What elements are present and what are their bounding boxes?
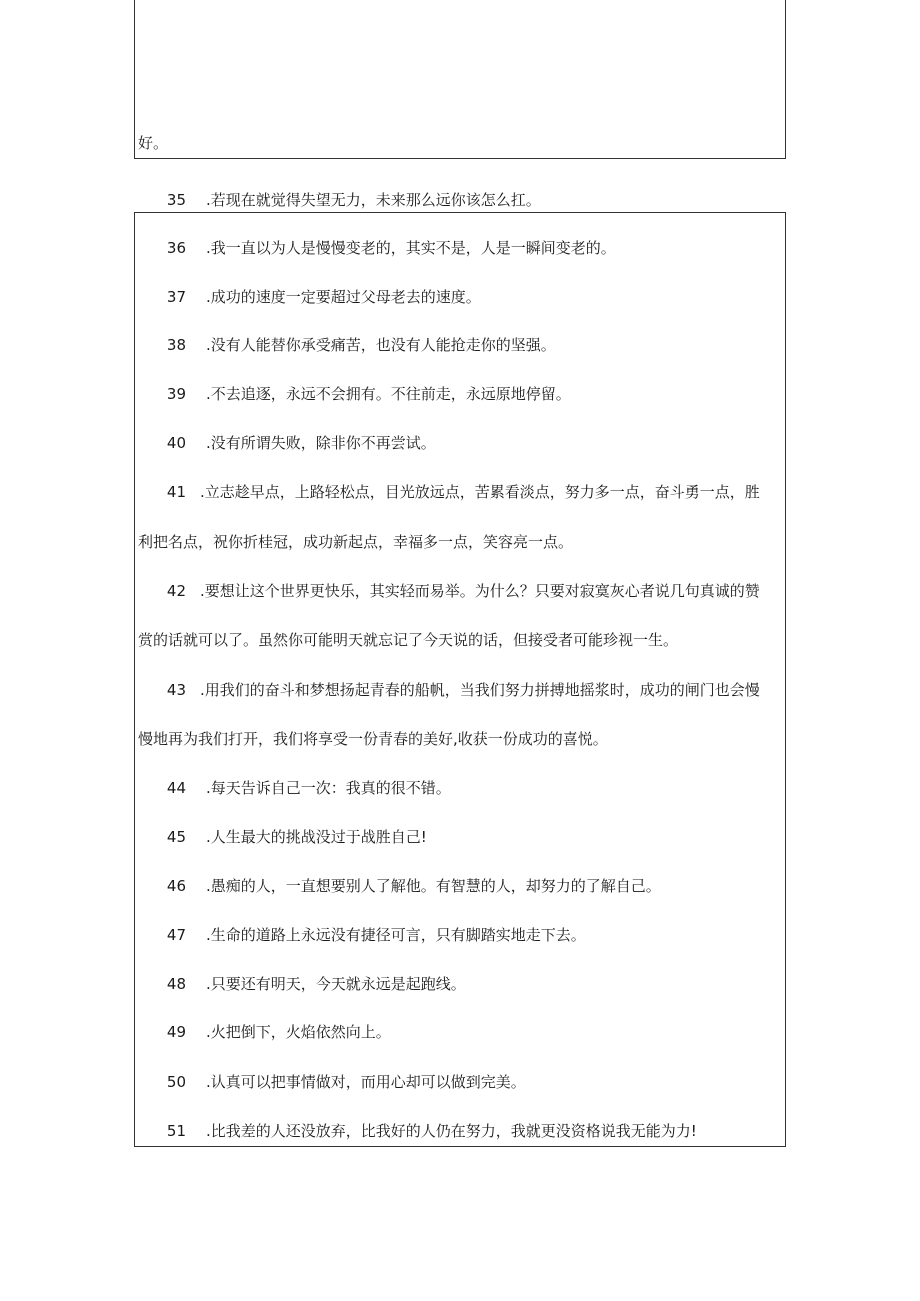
item-text: .用我们的奋斗和梦想扬起青春的船帆，当我们努力拼搏地摇浆时，成功的闸门也会慢 xyxy=(200,681,760,699)
item-text: .没有人能替你承受痛苦，也没有人能抢走你的坚强。 xyxy=(206,336,556,354)
item-number: 35 xyxy=(166,191,186,209)
item-number: 36 xyxy=(166,239,186,257)
item-text: .立志趁早点，上路轻松点，目光放远点，苦累看淡点，努力多一点，奋斗勇一点，胜 xyxy=(200,483,760,501)
item-text: .认真可以把事情做对，而用心却可以做到完美。 xyxy=(206,1073,526,1091)
item-text: .成功的速度一定要超过父母老去的速度。 xyxy=(206,288,481,306)
item-number: 42 xyxy=(166,582,186,600)
item-text-continued: 赏的话就可以了。虽然你可能明天就忘记了今天说的话，但接受者可能珍视一生。 xyxy=(138,631,679,649)
item-number: 44 xyxy=(166,779,186,797)
item-number: 45 xyxy=(166,828,186,846)
item-text: .只要还有明天，今天就永远是起跑线。 xyxy=(206,975,466,993)
item-number: 48 xyxy=(166,975,186,993)
item-number: 50 xyxy=(166,1073,186,1091)
item-number: 51 xyxy=(166,1122,186,1140)
item-number: 46 xyxy=(166,877,186,895)
item-number: 40 xyxy=(166,434,186,452)
item-number: 47 xyxy=(166,926,186,944)
item-text: .愚痴的人，一直想要别人了解他。有智慧的人，却努力的了解自己。 xyxy=(206,877,661,895)
item-number: 38 xyxy=(166,336,186,354)
item-text: .每天告诉自己一次：我真的很不错。 xyxy=(206,779,451,797)
item-text: .生命的道路上永远没有捷径可言，只有脚踏实地走下去。 xyxy=(206,926,586,944)
item-text-continued: 利把名点，祝你折桂冠，成功新起点，幸福多一点，笑容亮一点。 xyxy=(138,533,574,551)
item-text: .要想让这个世界更快乐，其实轻而易举。为什么？只要对寂寞灰心者说几句真诚的赞 xyxy=(200,582,760,600)
item-number: 37 xyxy=(166,288,186,306)
fragment-top: 好。 xyxy=(138,134,169,152)
item-text-continued: 慢地再为我们打开，我们将享受一份青春的美好,收获一份成功的喜悦。 xyxy=(138,730,608,748)
item-text: .人生最大的挑战没过于战胜自己! xyxy=(206,828,427,846)
item-text: .火把倒下，火焰依然向上。 xyxy=(206,1023,391,1041)
item-text: .我一直以为人是慢慢变老的，其实不是，人是一瞬间变老的。 xyxy=(206,239,616,257)
item-text: .比我差的人还没放弃，比我好的人仍在努力，我就更没资格说我无能为力! xyxy=(206,1122,697,1140)
item-text: .若现在就觉得失望无力，未来那么远你该怎么扛。 xyxy=(206,191,541,209)
item-number: 49 xyxy=(166,1023,186,1041)
item-number: 39 xyxy=(166,385,186,403)
item-text: .不去追逐，永远不会拥有。不往前走，永远原地停留。 xyxy=(206,385,571,403)
item-number: 43 xyxy=(166,681,186,699)
item-text: .没有所谓失败，除非你不再尝试。 xyxy=(206,434,436,452)
top-frame xyxy=(134,0,786,159)
item-number: 41 xyxy=(166,483,186,501)
